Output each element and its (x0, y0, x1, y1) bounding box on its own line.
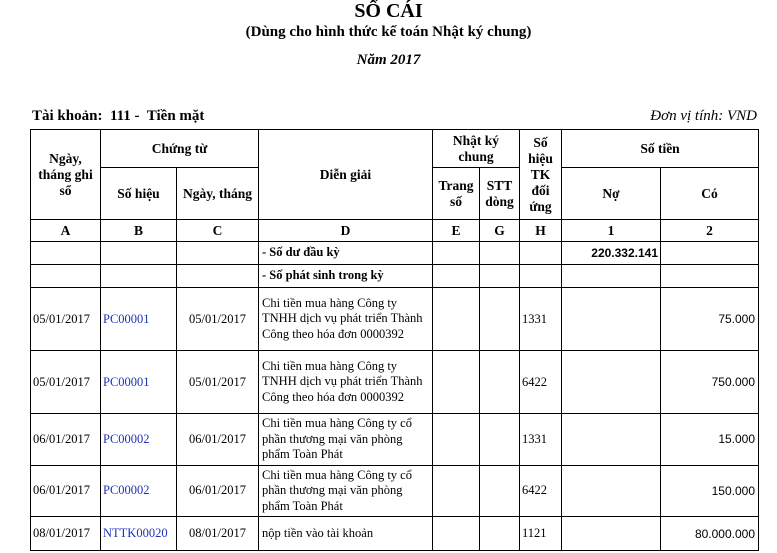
letter-d: D (259, 220, 433, 242)
table-row (31, 288, 759, 351)
letter-e: E (433, 220, 480, 242)
debit-amount (562, 414, 661, 466)
contra-account: 1121 (520, 517, 562, 551)
voucher-date: 06/01/2017 (177, 465, 259, 517)
row-description: Chi tiền mua hàng Công ty TNHH dịch vụ phát triển Thành Công theo hóa đơn 0000392 (259, 351, 433, 414)
letter-2: 2 (661, 220, 759, 242)
voucher-link[interactable]: PC00002 (101, 414, 177, 466)
ledger-year: Năm 2017 (356, 52, 421, 68)
col-trang-so: Trang số (433, 168, 480, 220)
letter-1: 1 (562, 220, 661, 242)
credit-amount: 150.000 (661, 465, 759, 517)
currency-unit: Đơn vị tính: VND (650, 108, 757, 124)
opening-balance-row (31, 242, 759, 265)
ledger-title: SỔ CÁI (354, 0, 423, 22)
contra-account: 1331 (520, 288, 562, 351)
account-label: Tài khoản: 111 - Tiền mặt (32, 108, 205, 124)
debit-amount (562, 517, 661, 551)
debit-amount (562, 288, 661, 351)
table-row (31, 517, 759, 551)
col-so-hieu-tk: Số hiệu TK đối ứng (520, 130, 562, 220)
col-chung-tu: Chứng từ (101, 130, 259, 168)
row-date: 06/01/2017 (31, 465, 101, 517)
table-row (31, 414, 759, 466)
voucher-date: 06/01/2017 (177, 414, 259, 466)
col-ngay-thang: Ngày, tháng (177, 168, 259, 220)
credit-amount: 750.000 (661, 351, 759, 414)
row-date: 05/01/2017 (31, 288, 101, 351)
opening-balance-label: - Số dư đầu kỳ (259, 242, 433, 265)
row-date: 05/01/2017 (31, 351, 101, 414)
debit-amount (562, 465, 661, 517)
col-stt-dong: STT dòng (480, 168, 520, 220)
col-no: Nợ (562, 168, 661, 220)
row-description: Chi tiền mua hàng Công ty cổ phần thương mại văn phòng phẩm Toàn Phát (259, 465, 433, 517)
voucher-date: 05/01/2017 (177, 288, 259, 351)
col-so-tien: Số tiền (562, 130, 759, 168)
voucher-date: 05/01/2017 (177, 351, 259, 414)
credit-amount: 75.000 (661, 288, 759, 351)
opening-balance-no: 220.332.141 (562, 242, 661, 265)
ledger-subtitle: (Dùng cho hình thức kế toán Nhật ký chung) (245, 24, 532, 40)
contra-account: 6422 (520, 351, 562, 414)
row-date: 06/01/2017 (31, 414, 101, 466)
row-description: Chi tiền mua hàng Công ty TNHH dịch vụ phát triển Thành Công theo hóa đơn 0000392 (259, 288, 433, 351)
letter-h: H (520, 220, 562, 242)
row-description: Chi tiền mua hàng Công ty cổ phần thương mại văn phòng phẩm Toàn Phát (259, 414, 433, 466)
voucher-date: 08/01/2017 (177, 517, 259, 551)
period-activity-row (31, 265, 759, 288)
contra-account: 6422 (520, 465, 562, 517)
letter-g: G (480, 220, 520, 242)
credit-amount: 80.000.000 (661, 517, 759, 551)
table-row (31, 351, 759, 414)
col-so-hieu: Số hiệu (101, 168, 177, 220)
col-ngay-ghi-so: Ngày, tháng ghi sổ (31, 130, 101, 220)
contra-account: 1331 (520, 414, 562, 466)
col-dien-giai: Diễn giải (259, 130, 433, 220)
letter-b: B (101, 220, 177, 242)
debit-amount (562, 351, 661, 414)
letter-c: C (177, 220, 259, 242)
col-co: Có (661, 168, 759, 220)
letter-a: A (31, 220, 101, 242)
voucher-link[interactable]: PC00001 (101, 351, 177, 414)
col-nhat-ky-chung: Nhật ký chung (433, 130, 520, 168)
voucher-link[interactable]: NTTK00020 (101, 517, 177, 551)
period-activity-label: - Số phát sinh trong kỳ (259, 265, 433, 288)
credit-amount: 15.000 (661, 414, 759, 466)
row-date: 08/01/2017 (31, 517, 101, 551)
row-description: nộp tiền vào tài khoản (259, 517, 433, 551)
voucher-link[interactable]: PC00001 (101, 288, 177, 351)
ledger-table (30, 129, 759, 551)
table-row (31, 465, 759, 517)
voucher-link[interactable]: PC00002 (101, 465, 177, 517)
